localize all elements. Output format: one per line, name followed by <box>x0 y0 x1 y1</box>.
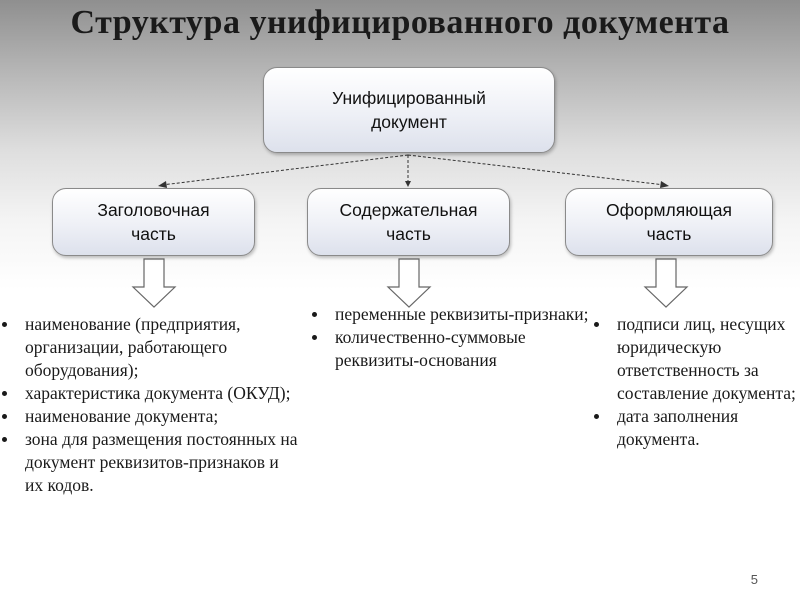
block-arrow-left <box>133 259 175 307</box>
list-item: зона для размещения постоянных на документ реквизитов-признаков и их кодов. <box>0 428 300 497</box>
list-item: подписи лиц, несущих юридическую ответственность за составление документа; <box>592 313 800 405</box>
node-formatting-part-label: Оформляющая часть <box>606 200 732 244</box>
node-header-part <box>52 188 255 256</box>
block-arrow-center <box>388 259 430 307</box>
list-item: дата заполнения документа. <box>592 405 800 451</box>
block-arrow-right <box>645 259 687 307</box>
arrowhead-right <box>660 181 669 188</box>
root-node-label: Унифицированный документ <box>332 88 486 132</box>
list-item: переменные реквизиты-признаки; <box>310 303 595 326</box>
slide-title: Структура унифицированного документа <box>70 4 730 41</box>
node-header-part-label: Заголовочная часть <box>97 200 210 244</box>
list-item: характеристика документа (ОКУД); <box>0 382 300 405</box>
arrowhead-left <box>158 181 167 188</box>
node-content-part <box>307 188 510 256</box>
formatting-part-items <box>592 313 800 451</box>
arrowhead-center <box>405 181 411 187</box>
node-formatting-part <box>565 188 773 256</box>
list-item: наименование (предприятия, организации, работающего оборудования); <box>0 313 300 382</box>
list-item: наименование документа; <box>0 405 300 428</box>
list-item: количественно-суммовые реквизиты-основания <box>310 326 595 372</box>
node-content-part-label: Содержательная часть <box>339 200 478 244</box>
header-part-items <box>0 313 300 497</box>
connector-right <box>408 155 665 185</box>
connector-left <box>162 155 408 185</box>
content-part-items <box>310 303 595 372</box>
root-node-unified-document <box>263 67 555 153</box>
page-number: 5 <box>750 572 758 587</box>
